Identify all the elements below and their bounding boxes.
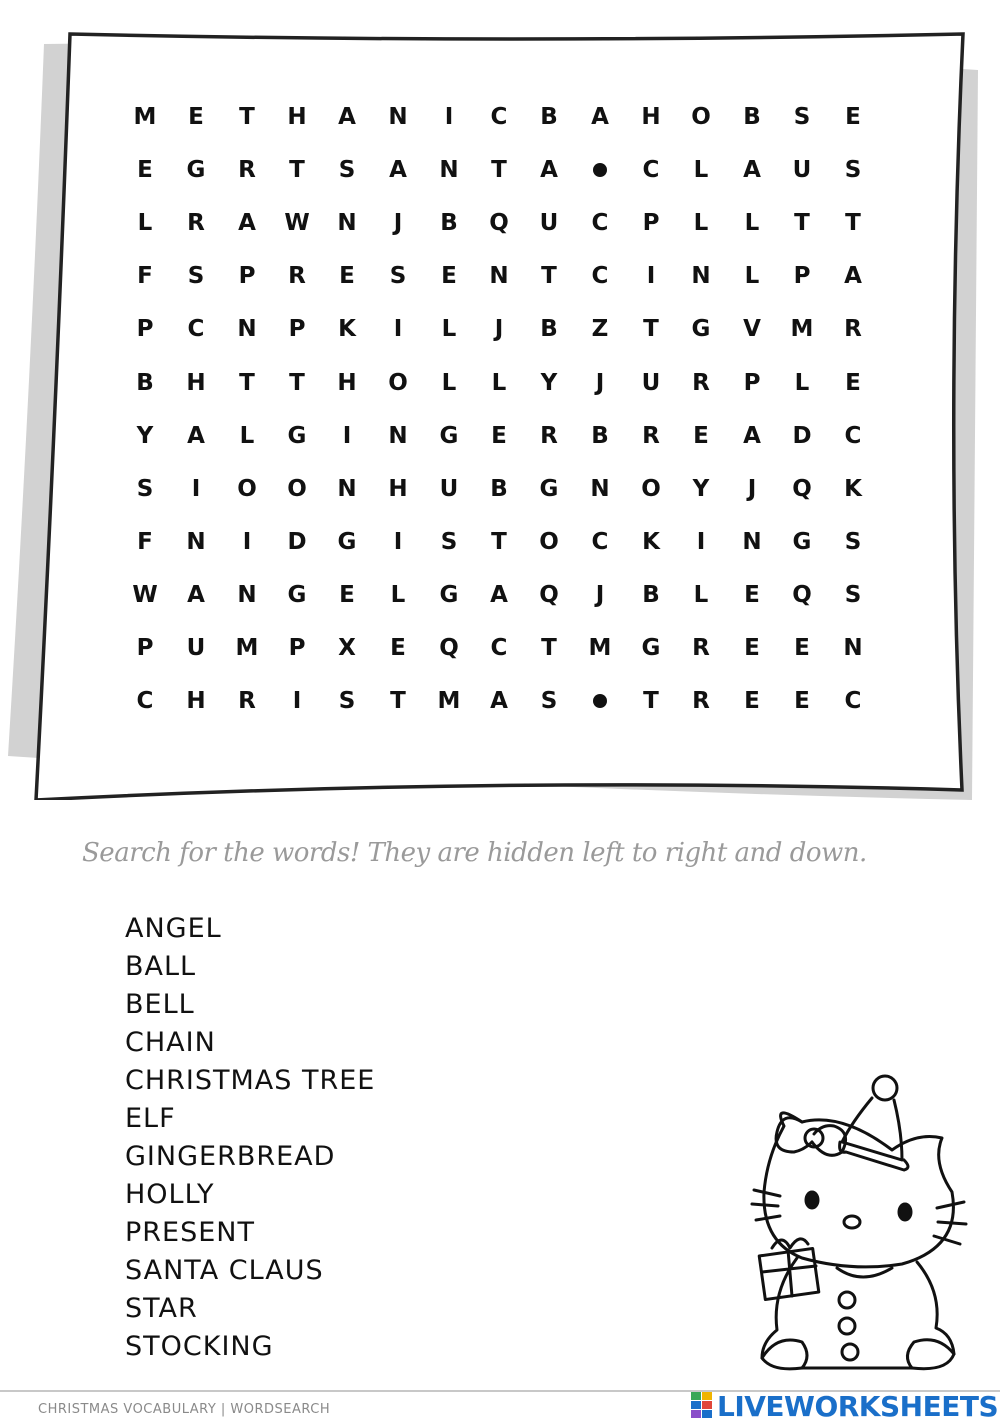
grid-cell: S bbox=[440, 528, 458, 555]
grid-cell: W bbox=[284, 210, 310, 237]
word-list-item: ANGEL bbox=[125, 913, 222, 944]
grid-cell: I bbox=[696, 528, 706, 555]
grid-cell: J bbox=[494, 316, 504, 343]
grid-cell: N bbox=[337, 475, 357, 502]
grid-cell: U bbox=[792, 157, 812, 184]
grid-cell: B bbox=[136, 369, 154, 396]
grid-cell: C bbox=[490, 635, 508, 661]
grid-cell: U bbox=[641, 369, 661, 396]
grid-cell: T bbox=[239, 104, 255, 130]
grid-cell: G bbox=[337, 528, 357, 555]
grid-cell: T bbox=[643, 316, 659, 343]
grid-cell: K bbox=[844, 475, 862, 502]
grid-cell: T bbox=[794, 210, 810, 237]
grid-cell: Y bbox=[692, 475, 710, 502]
word-list-item: CHRISTMAS TREE bbox=[125, 1065, 376, 1096]
grid-cell: B bbox=[540, 104, 558, 130]
grid-cell: C bbox=[490, 104, 508, 130]
grid-cell: A bbox=[490, 688, 508, 715]
word-list-item: CHAIN bbox=[125, 1027, 216, 1058]
grid-cell: T bbox=[390, 688, 406, 715]
grid-cell: C bbox=[187, 316, 205, 343]
grid-cell: S bbox=[844, 528, 862, 555]
grid-cell: T bbox=[643, 688, 659, 715]
grid-cell: G bbox=[792, 528, 812, 555]
grid-cell: P bbox=[743, 369, 761, 396]
grid-cell: M bbox=[790, 316, 814, 343]
grid-cell: S bbox=[844, 157, 862, 184]
grid-cell: R bbox=[238, 688, 256, 715]
grid-cell: N bbox=[742, 528, 762, 555]
grid-cell: C bbox=[642, 157, 660, 184]
grid-cell: Q bbox=[539, 581, 559, 608]
grid-cell: A bbox=[743, 422, 761, 449]
word-list-item: STOCKING bbox=[125, 1331, 274, 1362]
grid-cell: T bbox=[541, 635, 557, 661]
grid-cell: H bbox=[337, 369, 357, 396]
grid-cell: E bbox=[794, 688, 810, 715]
hello-kitty-icon bbox=[742, 1072, 972, 1372]
grid-cell: L bbox=[441, 316, 457, 343]
grid-cell: N bbox=[439, 157, 459, 184]
grid-cell: E bbox=[339, 263, 355, 290]
instructions-text: Search for the words! They are hidden left to right and down. bbox=[82, 838, 867, 868]
grid-cell: A bbox=[540, 157, 558, 184]
grid-cell: O bbox=[691, 104, 711, 130]
grid-cell: P bbox=[288, 316, 306, 343]
grid-cell: R bbox=[692, 369, 710, 396]
grid-cell: V bbox=[743, 316, 761, 343]
grid-cell: L bbox=[390, 581, 406, 608]
grid-cell: N bbox=[691, 263, 711, 290]
word-list-item: SANTA CLAUS bbox=[125, 1255, 324, 1286]
grid-cell: I bbox=[292, 688, 302, 715]
word-list-item: BALL bbox=[125, 951, 197, 982]
grid-cell: H bbox=[186, 369, 206, 396]
grid-cell: L bbox=[794, 369, 810, 396]
grid-cell: H bbox=[186, 688, 206, 715]
grid-cell: J bbox=[747, 475, 757, 502]
grid-cell: N bbox=[237, 581, 257, 608]
separator-dot-icon bbox=[593, 694, 607, 708]
grid-cell: A bbox=[187, 581, 205, 608]
grid-cell: R bbox=[288, 263, 306, 290]
grid-cell: L bbox=[137, 210, 153, 237]
grid-cell: M bbox=[235, 635, 259, 661]
grid-cell: G bbox=[539, 475, 559, 502]
grid-cell: L bbox=[693, 210, 709, 237]
grid-cell: G bbox=[439, 581, 459, 608]
grid-cell: R bbox=[844, 316, 862, 343]
grid-cell: J bbox=[595, 581, 605, 608]
word-list-item: PRESENT bbox=[125, 1217, 255, 1248]
grid-cell: R bbox=[692, 635, 710, 661]
grid-cell: E bbox=[441, 263, 457, 290]
grid-cell: A bbox=[187, 422, 205, 449]
grid-cell bbox=[580, 681, 620, 721]
grid-cell: T bbox=[491, 157, 507, 184]
grid-cell: B bbox=[440, 210, 458, 237]
grid-cell: R bbox=[540, 422, 558, 449]
footer-caption: CHRISTMAS VOCABULARY | WORDSEARCH bbox=[38, 1402, 331, 1417]
grid-cell: N bbox=[489, 263, 509, 290]
grid-cell: E bbox=[744, 635, 760, 661]
grid-cell: Q bbox=[439, 635, 459, 661]
grid-cell: C bbox=[844, 688, 862, 715]
word-list-item: HOLLY bbox=[125, 1179, 215, 1210]
grid-cell: D bbox=[792, 422, 812, 449]
grid-cell: E bbox=[390, 635, 406, 661]
grid-cell: P bbox=[642, 210, 660, 237]
grid-cell: S bbox=[338, 688, 356, 715]
grid-cell: N bbox=[388, 104, 408, 130]
grid-cell: Q bbox=[792, 475, 812, 502]
grid-cell: A bbox=[490, 581, 508, 608]
grid-cell: E bbox=[744, 581, 760, 608]
grid-cell: O bbox=[237, 475, 257, 502]
grid-cell: Z bbox=[591, 316, 609, 343]
grid-cell: P bbox=[288, 635, 306, 661]
grid-cell: S bbox=[338, 157, 356, 184]
grid-cell: E bbox=[845, 104, 861, 130]
grid-cell: Q bbox=[792, 581, 812, 608]
grid-cell: J bbox=[393, 210, 403, 237]
grid-cell: E bbox=[845, 369, 861, 396]
grid-cell: T bbox=[239, 369, 255, 396]
grid-cell: G bbox=[691, 316, 711, 343]
grid-cell: M bbox=[437, 688, 461, 715]
grid-cell: A bbox=[338, 104, 356, 130]
grid-cell: B bbox=[490, 475, 508, 502]
grid-cell: F bbox=[137, 528, 153, 555]
grid-cell: Y bbox=[540, 369, 558, 396]
grid-cell: A bbox=[389, 157, 407, 184]
word-list-item: BELL bbox=[125, 989, 195, 1020]
word-list-item: ELF bbox=[125, 1103, 176, 1134]
grid-cell: E bbox=[794, 635, 810, 661]
grid-cell: U bbox=[186, 635, 206, 661]
grid-cell: O bbox=[388, 369, 408, 396]
grid-cell: L bbox=[441, 369, 457, 396]
grid-cell: W bbox=[132, 581, 158, 608]
grid-cell: P bbox=[136, 635, 154, 661]
word-list bbox=[125, 910, 375, 1366]
grid-cell: C bbox=[136, 688, 154, 715]
grid-cell: R bbox=[238, 157, 256, 184]
grid-cell: T bbox=[491, 528, 507, 555]
grid-cell: C bbox=[844, 422, 862, 449]
grid-cell: R bbox=[187, 210, 205, 237]
grid-cell: T bbox=[541, 263, 557, 290]
grid-cell: A bbox=[238, 210, 256, 237]
grid-cell: B bbox=[591, 422, 609, 449]
grid-cell bbox=[580, 150, 620, 190]
grid-cell: I bbox=[342, 422, 352, 449]
grid-cell: G bbox=[641, 635, 661, 661]
word-list-item: GINGERBREAD bbox=[125, 1141, 336, 1172]
grid-cell: O bbox=[641, 475, 661, 502]
grid-cell: E bbox=[339, 581, 355, 608]
grid-cell: S bbox=[793, 104, 811, 130]
grid-cell: P bbox=[136, 316, 154, 343]
grid-cell: E bbox=[188, 104, 204, 130]
grid-cell: E bbox=[744, 688, 760, 715]
grid-cell: H bbox=[641, 104, 661, 130]
grid-cell: A bbox=[743, 157, 761, 184]
grid-cell: C bbox=[591, 528, 609, 555]
grid-cell: S bbox=[844, 581, 862, 608]
grid-cell: S bbox=[540, 688, 558, 715]
grid-cell: A bbox=[591, 104, 609, 130]
grid-cell: L bbox=[744, 210, 760, 237]
grid-cell: T bbox=[845, 210, 861, 237]
word-list-item: STAR bbox=[125, 1293, 198, 1324]
grid-cell: G bbox=[287, 581, 307, 608]
grid-cell: L bbox=[491, 369, 507, 396]
grid-cell: B bbox=[743, 104, 761, 130]
grid-cell: M bbox=[588, 635, 612, 661]
grid-cell: U bbox=[539, 210, 559, 237]
grid-cell: X bbox=[338, 635, 356, 661]
grid-cell: A bbox=[844, 263, 862, 290]
liveworksheets-brand[interactable] bbox=[690, 1386, 998, 1426]
grid-cell: L bbox=[693, 157, 709, 184]
grid-cell: Y bbox=[136, 422, 154, 449]
grid-cell: L bbox=[239, 422, 255, 449]
grid-cell: B bbox=[540, 316, 558, 343]
grid-cell: O bbox=[287, 475, 307, 502]
grid-cell: G bbox=[186, 157, 206, 184]
grid-cell: N bbox=[843, 635, 863, 661]
grid-cell: H bbox=[388, 475, 408, 502]
grid-cell: G bbox=[287, 422, 307, 449]
grid-cell: L bbox=[693, 581, 709, 608]
separator-dot-icon bbox=[593, 163, 607, 177]
grid-cell: I bbox=[444, 104, 454, 130]
grid-cell: K bbox=[338, 316, 356, 343]
grid-cell: C bbox=[591, 210, 609, 237]
grid-cell: L bbox=[744, 263, 760, 290]
grid-cell: K bbox=[642, 528, 660, 555]
grid-cell: D bbox=[287, 528, 307, 555]
grid-cell: S bbox=[136, 475, 154, 502]
grid-cell: N bbox=[186, 528, 206, 555]
grid-cell: M bbox=[133, 104, 157, 130]
grid-cell: T bbox=[289, 157, 305, 184]
grid-cell: I bbox=[393, 528, 403, 555]
grid-cell: E bbox=[137, 157, 153, 184]
grid-cell: I bbox=[242, 528, 252, 555]
grid-cell: R bbox=[642, 422, 660, 449]
grid-cell: Q bbox=[489, 210, 509, 237]
grid-cell: T bbox=[289, 369, 305, 396]
grid-cell: R bbox=[692, 688, 710, 715]
grid-cell: E bbox=[491, 422, 507, 449]
grid-cell: I bbox=[191, 475, 201, 502]
grid-cell: N bbox=[337, 210, 357, 237]
liveworksheets-logo-icon bbox=[690, 1391, 714, 1421]
grid-cell: O bbox=[539, 528, 559, 555]
brand-name: LIVEWORKSHEETS bbox=[717, 1389, 999, 1423]
grid-cell: F bbox=[137, 263, 153, 290]
grid-cell: I bbox=[646, 263, 656, 290]
grid-cell: S bbox=[187, 263, 205, 290]
grid-cell: B bbox=[642, 581, 660, 608]
grid-cell: N bbox=[237, 316, 257, 343]
grid-cell: P bbox=[793, 263, 811, 290]
grid-cell: P bbox=[238, 263, 256, 290]
grid-cell: J bbox=[595, 369, 605, 396]
grid-cell: I bbox=[393, 316, 403, 343]
grid-cell: S bbox=[389, 263, 407, 290]
grid-cell: N bbox=[388, 422, 408, 449]
grid-cell: N bbox=[590, 475, 610, 502]
grid-cell: C bbox=[591, 263, 609, 290]
grid-cell: E bbox=[693, 422, 709, 449]
grid-cell: H bbox=[287, 104, 307, 130]
grid-cell: G bbox=[439, 422, 459, 449]
grid-cell: U bbox=[439, 475, 459, 502]
